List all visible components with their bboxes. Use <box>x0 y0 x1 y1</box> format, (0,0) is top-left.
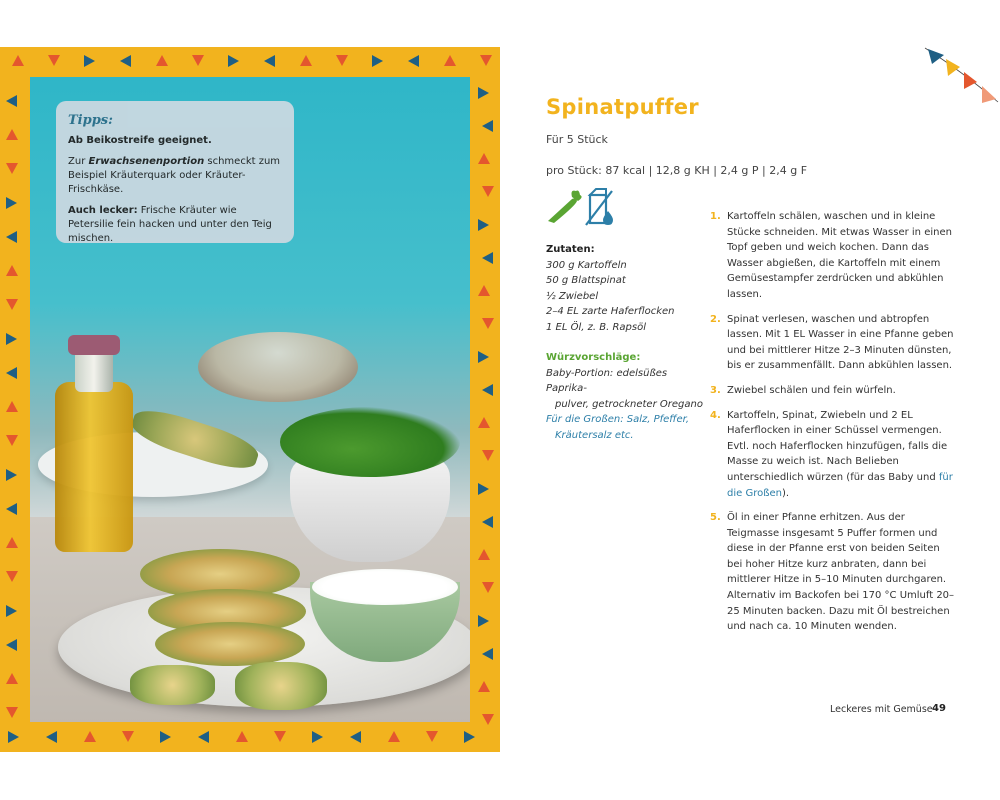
ingredient-item: 50 g Blattspinat <box>546 275 626 286</box>
step-number: 3. <box>710 384 721 396</box>
ingredients-heading: Zutaten: <box>546 244 595 255</box>
flag-icon <box>946 59 960 76</box>
triangle-icon <box>482 582 494 593</box>
triangle-icon <box>350 731 361 743</box>
triangle-icon <box>478 549 490 560</box>
servings: Für 5 Stück <box>546 133 608 146</box>
step-text: Spinat verlesen, waschen und abtropfen lassen. Mit 1 EL Wasser in eine Pfanne geben und bei mittlerer Hitze 2–3 Minuten dünsten, bis er zusammenfällt. Dann abkühlen lassen. <box>727 313 954 372</box>
triangle-icon <box>482 186 494 197</box>
step-number: 5. <box>710 512 721 524</box>
triangle-icon <box>6 265 18 276</box>
spice-suggestions <box>546 350 706 443</box>
triangle-icon <box>228 55 239 67</box>
spice-heading: Würzvorschläge: <box>546 352 641 363</box>
ingredient-item: 1 EL Öl, z. B. Rapsöl <box>546 321 646 333</box>
flag-icon <box>982 86 996 103</box>
step-item <box>710 510 955 635</box>
oil-bottle <box>55 382 133 552</box>
triangle-icon <box>482 318 494 329</box>
triangle-icon <box>336 55 348 66</box>
triangle-icon <box>300 55 312 66</box>
triangle-icon <box>312 731 323 743</box>
triangle-icon <box>408 55 419 67</box>
step-item <box>710 209 955 303</box>
triangle-icon <box>84 731 96 742</box>
step-text: Kartoffeln, Spinat, Zwiebeln und 2 EL Haferflocken in einer Schüssel vermengen. Evtl. noch Haferflocken hinzufügen, falls die Masse zu weich ist. Nach Belieben unterschiedlich würzen (für das Baby und für die Großen). <box>727 409 953 499</box>
triangle-icon <box>482 516 493 528</box>
spice-baby: Baby-Portion: edelsüßes Paprika- <box>546 367 668 394</box>
triangle-icon <box>6 639 17 651</box>
triangle-icon <box>480 55 492 66</box>
triangle-icon <box>6 197 17 209</box>
triangle-icon <box>6 163 18 174</box>
triangle-icon <box>482 120 493 132</box>
tips-title: Tipps: <box>68 113 113 128</box>
step-link-text: für die Großen <box>727 471 953 499</box>
step-text: Zwiebel schälen und fein würfeln. <box>727 384 896 396</box>
triangle-icon <box>478 285 490 296</box>
nutrition-info: pro Stück: 87 kcal | 12,8 g KH | 2,4 g P | 2,4 g F <box>546 164 808 177</box>
triangle-icon <box>6 537 18 548</box>
triangle-icon <box>48 55 60 66</box>
ingredient-item: 2–4 EL zarte Haferflocken <box>546 306 675 317</box>
recipe-icons <box>546 187 626 227</box>
puffer-bottom <box>155 622 305 666</box>
triangle-icon <box>84 55 95 67</box>
triangle-icon <box>192 55 204 66</box>
steps-list <box>710 209 955 644</box>
spice-adults: Für die Großen: Salz, Pfeffer, <box>546 414 690 425</box>
triangle-icon <box>6 503 17 515</box>
puffer-piece <box>130 665 215 705</box>
triangle-icon <box>478 483 489 495</box>
spice-baby-cont: pulver, getrockneter Oregano <box>555 398 703 410</box>
triangle-icon <box>6 367 17 379</box>
page-number: 49 <box>932 703 946 714</box>
puffer-piece <box>235 662 327 710</box>
triangle-icon <box>236 731 248 742</box>
triangle-icon <box>6 605 17 617</box>
triangle-icon <box>6 129 18 140</box>
triangle-icon <box>388 731 400 742</box>
triangle-icon <box>12 55 24 66</box>
triangle-icon <box>372 55 383 67</box>
yogurt <box>312 569 458 605</box>
step-text: Öl in einer Pfanne erhitzen. Aus der Teigmasse insgesamt 5 Puffer formen und diese in der Pfanne erst von beiden Seiten bei hoher Hitze kurz anbraten, dann bei mittlerer Hitze in 5–10 Minuten durchgaren. Alternativ im Backofen bei 170 °C Umluft 20–25 Minuten backen. Dazu mit Öl bestreichen und nach ca. 10 Minuten wenden. <box>727 512 955 633</box>
step-item <box>710 383 955 399</box>
triangle-icon <box>6 673 18 684</box>
recipe-title: Spinatpuffer <box>546 95 699 119</box>
triangle-icon <box>6 401 18 412</box>
triangle-icon <box>46 731 57 743</box>
triangle-icon <box>6 435 18 446</box>
spice-adults-cont: Kräutersalz etc. <box>555 429 634 441</box>
triangle-icon <box>264 55 275 67</box>
tips-line-1: Ab Beikostreife geeignet. <box>68 135 212 146</box>
tips-box <box>56 101 294 243</box>
triangle-icon <box>6 469 17 481</box>
carrot-icon <box>548 191 582 224</box>
step-text: Kartoffeln schälen, waschen und in kleine Stücke schneiden. Mit etwas Wasser in einen Topf geben und weich kochen. Dann das Wasser abgießen, die Kartoffeln mit einem Gemüsestampfer zerdrücken und abkühlen lassen. <box>727 211 952 300</box>
milk-free-icon <box>586 189 613 225</box>
triangle-icon <box>6 571 18 582</box>
triangle-icon <box>482 384 493 396</box>
triangle-icon <box>160 731 171 743</box>
spinach-leaves <box>280 407 460 477</box>
triangle-icon <box>478 153 490 164</box>
triangle-icon <box>478 681 490 692</box>
triangle-icon <box>478 615 489 627</box>
step-item <box>710 312 955 374</box>
ingredient-item: 300 g Kartoffeln <box>546 259 627 271</box>
tips-line-2: Zur Erwachsenenportion schmeckt zum Beispiel Kräuterquark oder Kräuter-Frischkäse. <box>68 156 281 195</box>
step-number: 2. <box>710 313 721 325</box>
triangle-icon <box>464 731 475 743</box>
triangle-icon <box>478 351 489 363</box>
triangle-icon <box>156 55 168 66</box>
triangle-icon <box>482 252 493 264</box>
triangle-icon <box>478 417 490 428</box>
triangle-icon <box>478 219 489 231</box>
triangle-icon <box>444 55 456 66</box>
triangle-icon <box>6 231 17 243</box>
triangle-icon <box>120 55 131 67</box>
section-footer: Leckeres mit Gemüse <box>830 704 933 715</box>
triangle-icon <box>6 95 17 107</box>
triangle-icon <box>6 299 18 310</box>
triangle-icon <box>6 333 17 345</box>
ingredients <box>546 242 706 335</box>
ingredient-item: ½ Zwiebel <box>546 290 599 302</box>
step-item <box>710 408 955 502</box>
triangle-icon <box>8 731 19 743</box>
bottle-cap <box>68 335 120 355</box>
triangle-icon <box>6 707 18 718</box>
tips-line-3: Auch lecker: Frische Kräuter wie Petersilie fein hacken und unter den Teig mischen. <box>68 205 272 244</box>
bunting-flags <box>920 40 1000 120</box>
triangle-icon <box>122 731 134 742</box>
step-number: 4. <box>710 409 721 421</box>
triangle-icon <box>482 450 494 461</box>
triangle-icon <box>482 714 494 725</box>
triangle-icon <box>478 87 489 99</box>
triangle-icon <box>198 731 209 743</box>
step-number: 1. <box>710 211 721 222</box>
flag-icon <box>964 72 977 89</box>
triangle-icon <box>274 731 286 742</box>
bread-bowl <box>198 332 358 402</box>
flag-icon <box>928 49 944 64</box>
triangle-icon <box>482 648 493 660</box>
triangle-icon <box>426 731 438 742</box>
